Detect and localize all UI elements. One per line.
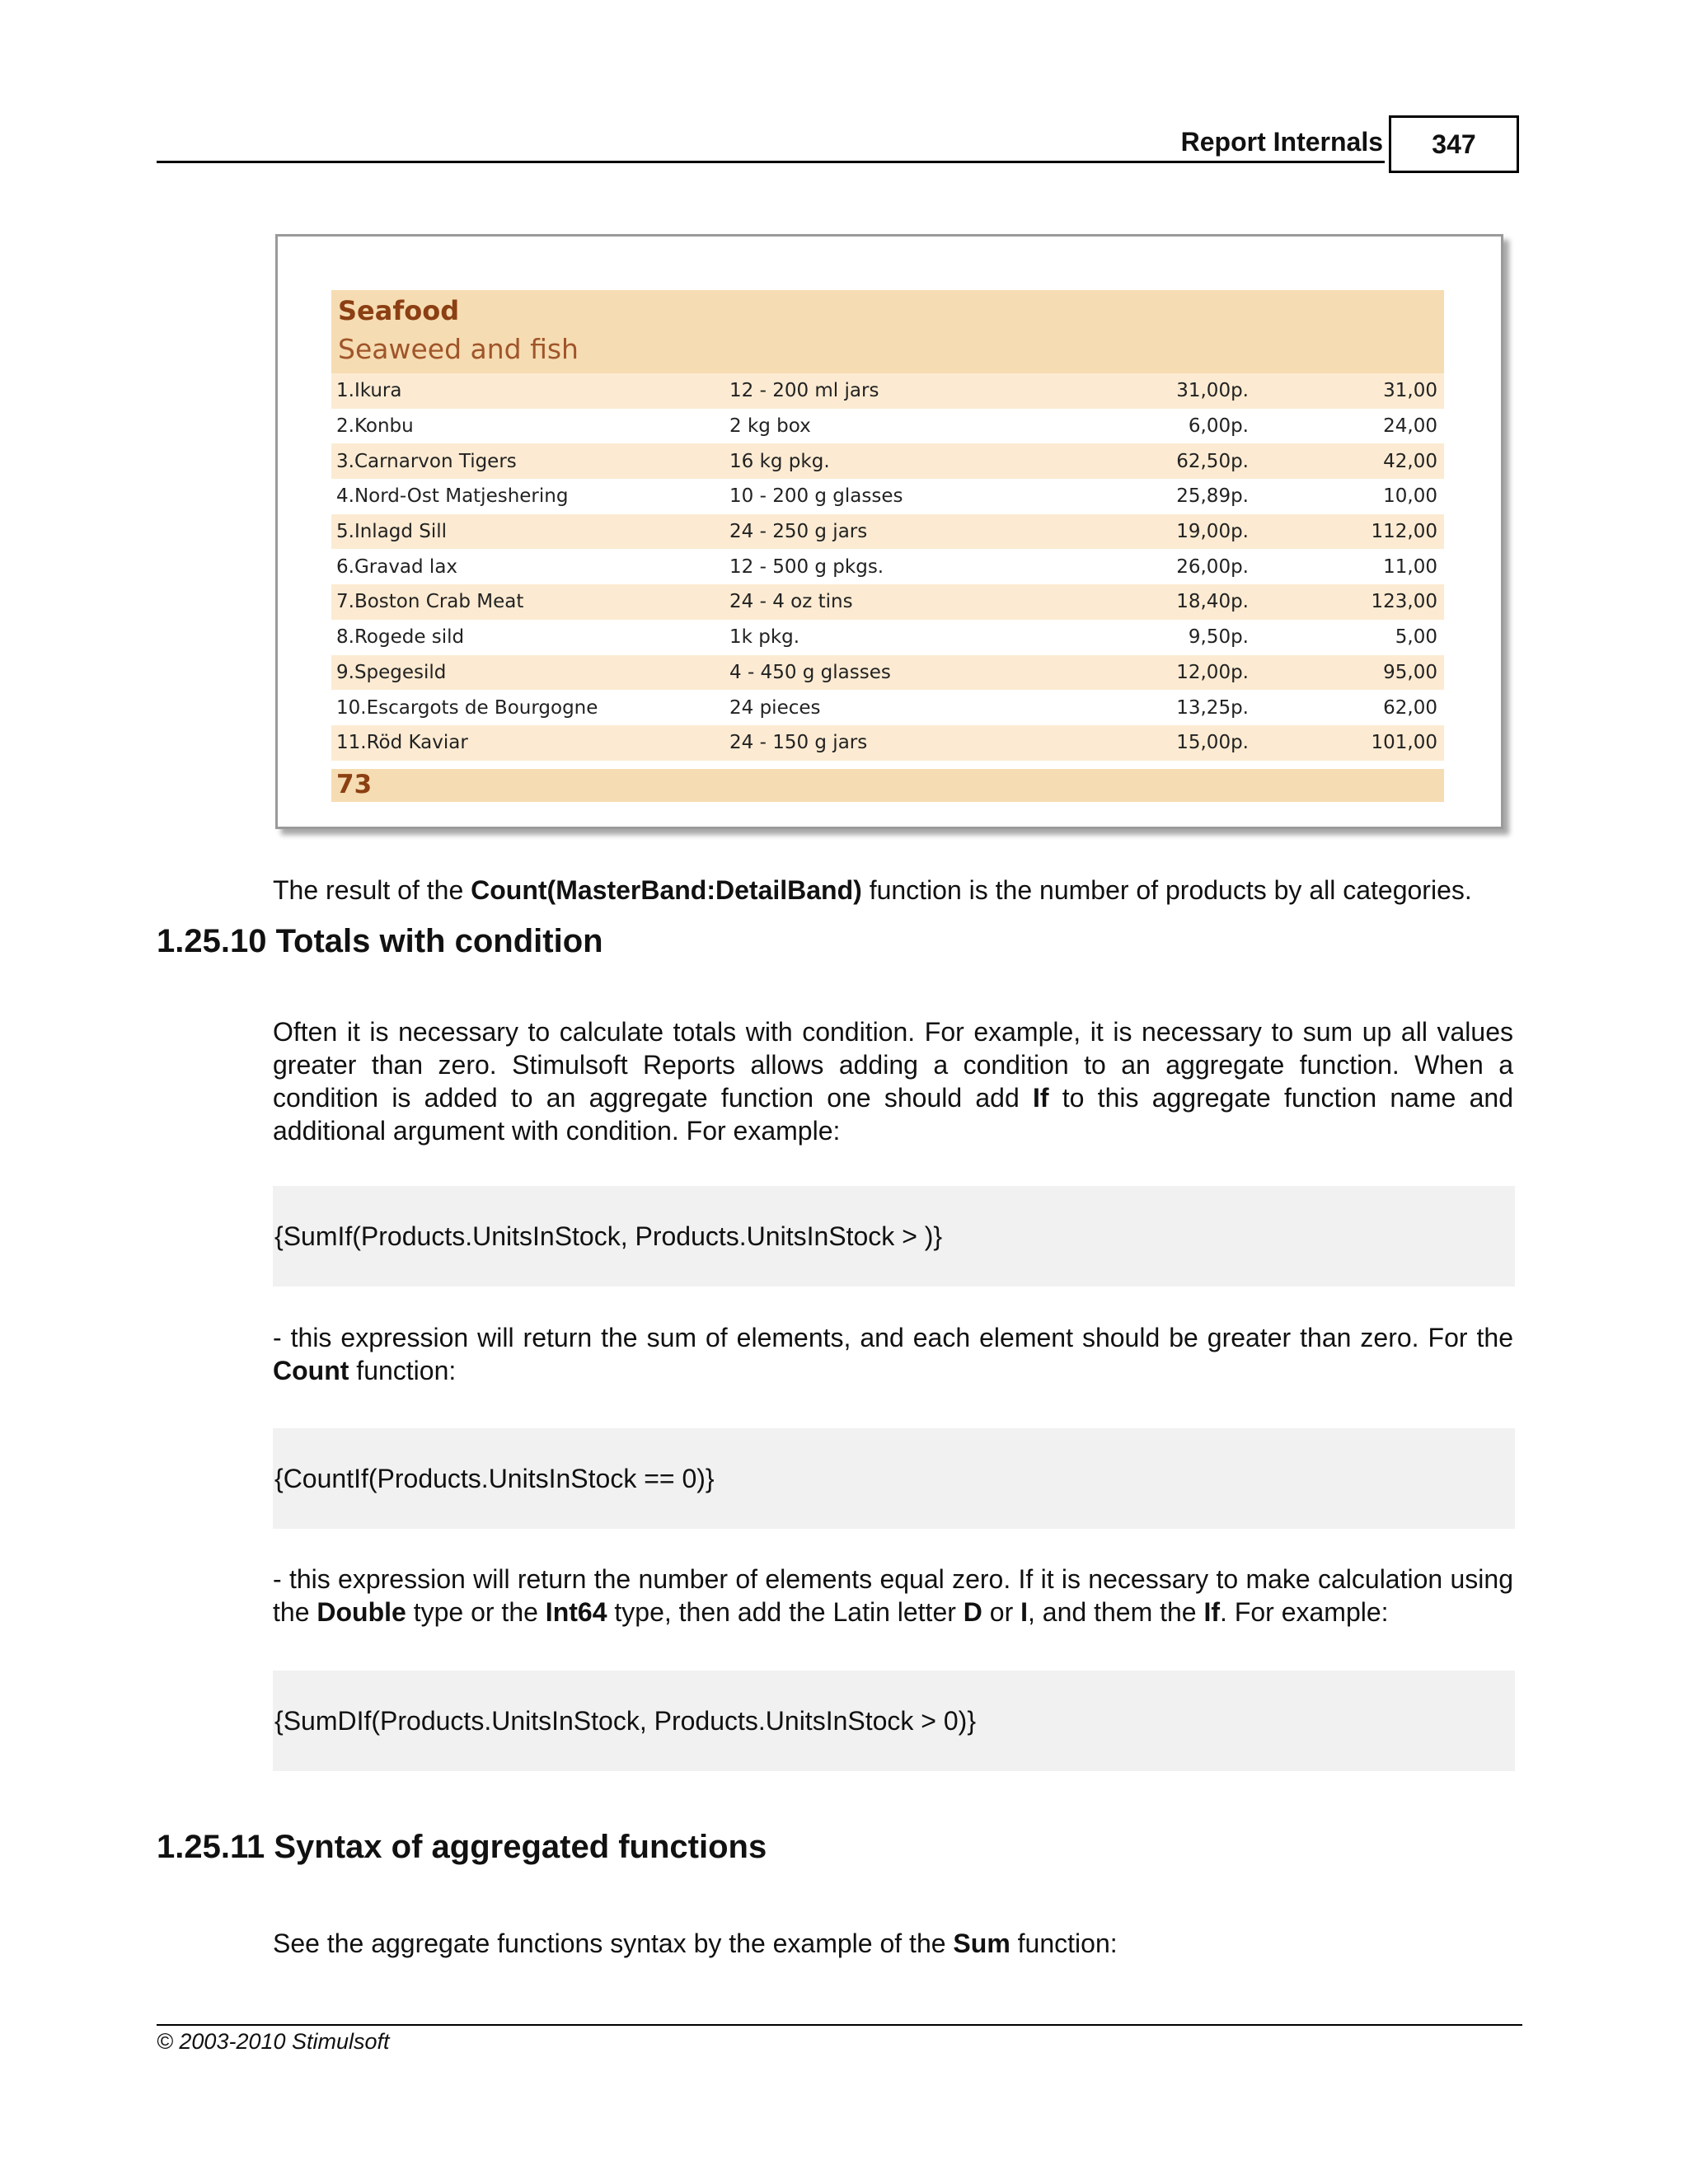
text-run: to this aggregate function name and additional argument with condition. For example: (273, 1083, 1514, 1146)
text-run: - this expression will return the number of elements equal zero. If it is necessary to make calculation using the (273, 1564, 1513, 1627)
unit-price: 9,50p. (1188, 626, 1249, 649)
text-run: or (982, 1597, 1021, 1627)
running-header-title: Report Internals (1180, 127, 1383, 157)
quantity-per-unit: 2 kg box (729, 415, 811, 438)
product-rows (331, 373, 1444, 761)
quantity-per-unit: 24 - 4 oz tins (729, 591, 853, 613)
report-table (331, 290, 1444, 802)
function-name: Count(MasterBand:DetailBand) (471, 875, 862, 905)
category-description: Seaweed and fish (338, 333, 579, 365)
table-row (331, 549, 1444, 584)
code-block-countif: {CountIf(Products.UnitsInStock == 0)} (273, 1428, 1515, 1529)
units-in-stock: 123,00 (1371, 591, 1437, 613)
unit-price: 18,40p. (1176, 591, 1249, 613)
unit-price: 12,00p. (1176, 661, 1249, 683)
keyword: I (1020, 1597, 1029, 1627)
copyright: © 2003-2010 Stimulsoft (157, 2029, 390, 2054)
text-run: type, then add the Latin letter (607, 1597, 964, 1627)
unit-price: 13,25p. (1176, 696, 1249, 719)
units-in-stock: 10,00 (1383, 485, 1437, 508)
syntax-intro-paragraph (273, 1927, 1513, 1960)
units-in-stock: 101,00 (1371, 732, 1437, 754)
group-header-band (331, 290, 1444, 373)
text-run: Often it is necessary to calculate totals with condition. For example, it is necessary to sum up all values greater than zero. Stimulsoft Reports allows adding a condition to an aggregate function. When a condition is added to an aggregate function one should add (273, 1017, 1513, 1113)
table-row (331, 373, 1444, 409)
product-name: 2.Konbu (336, 415, 414, 438)
report-preview-image (275, 234, 1503, 829)
table-row (331, 443, 1444, 479)
unit-price: 26,00p. (1176, 555, 1249, 578)
text-run: function: (1010, 1929, 1118, 1958)
units-in-stock: 24,00 (1383, 415, 1437, 438)
unit-price: 25,89p. (1176, 485, 1249, 508)
quantity-per-unit: 12 - 500 g pkgs. (729, 555, 884, 578)
quantity-per-unit: 16 kg pkg. (729, 450, 830, 472)
unit-price: 6,00p. (1188, 415, 1249, 438)
table-row (331, 514, 1444, 550)
text-run: type or the (406, 1597, 546, 1627)
quantity-per-unit: 4 - 450 g glasses (729, 661, 891, 683)
units-in-stock: 11,00 (1383, 555, 1437, 578)
text-run: function: (349, 1356, 457, 1385)
text-run: The result of the (273, 875, 471, 905)
keyword: D (963, 1597, 982, 1627)
group-footer-band (331, 769, 1444, 802)
units-in-stock: 5,00 (1395, 626, 1437, 649)
code-block-sumdif: {SumDIf(Products.UnitsInStock, Products.UnitsInStock > 0)} (273, 1671, 1515, 1771)
quantity-per-unit: 12 - 200 ml jars (729, 380, 879, 402)
product-name: 3.Carnarvon Tigers (336, 450, 517, 472)
keyword: Count (273, 1356, 349, 1385)
countif-explanation (273, 1563, 1513, 1629)
product-name: 4.Nord-Ost Matjeshering (336, 485, 569, 508)
units-in-stock: 31,00 (1383, 380, 1437, 402)
keyword: Sum (953, 1929, 1010, 1958)
product-name: 5.Inlagd Sill (336, 521, 448, 543)
keyword: Double (316, 1597, 406, 1627)
sumif-explanation (273, 1321, 1513, 1387)
units-in-stock: 112,00 (1371, 521, 1437, 543)
unit-price: 15,00p. (1176, 732, 1249, 754)
units-in-stock: 95,00 (1383, 661, 1437, 683)
quantity-per-unit: 24 - 250 g jars (729, 521, 868, 543)
section-heading-syntax: 1.25.11 Syntax of aggregated functions (157, 1829, 767, 1865)
page-number: 347 (1389, 115, 1519, 173)
product-name: 1.Ikura (336, 380, 402, 402)
units-in-stock: 62,00 (1383, 696, 1437, 719)
table-row (331, 725, 1444, 761)
section-heading-totals-with-condition: 1.25.10 Totals with condition (157, 923, 603, 959)
product-name: 9.Spegesild (336, 661, 447, 683)
unit-price: 31,00p. (1176, 380, 1249, 402)
keyword: If (1033, 1083, 1049, 1113)
text-run: function is the number of products by all categories. (861, 875, 1472, 905)
product-name: 8.Rogede sild (336, 626, 465, 649)
product-name: 7.Boston Crab Meat (336, 591, 524, 613)
text-run: . For example: (1220, 1597, 1389, 1627)
product-name: 6.Gravad lax (336, 555, 458, 578)
units-in-stock: 42,00 (1383, 450, 1437, 472)
quantity-per-unit: 1k pkg. (729, 626, 800, 649)
text-run: See the aggregate functions syntax by the example of the (273, 1929, 954, 1958)
count-result-paragraph (273, 874, 1513, 907)
product-name: 11.Röd Kaviar (336, 732, 468, 754)
group-total: 73 (336, 769, 373, 799)
table-row (331, 655, 1444, 691)
quantity-per-unit: 10 - 200 g glasses (729, 485, 903, 508)
table-row (331, 409, 1444, 444)
quantity-per-unit: 24 - 150 g jars (729, 732, 868, 754)
header-rule (157, 161, 1385, 163)
table-row (331, 690, 1444, 725)
footer-rule (157, 2024, 1522, 2026)
quantity-per-unit: 24 pieces (729, 696, 821, 719)
keyword: Int64 (545, 1597, 607, 1627)
keyword: If (1203, 1597, 1221, 1627)
code-block-sumif: {SumIf(Products.UnitsInStock, Products.UnitsInStock > )} (273, 1186, 1515, 1286)
table-row (331, 620, 1444, 655)
unit-price: 62,50p. (1176, 450, 1249, 472)
category-name: Seafood (338, 295, 460, 326)
intro-paragraph (273, 1015, 1513, 1147)
table-row (331, 479, 1444, 514)
product-name: 10.Escargots de Bourgogne (336, 696, 598, 719)
table-row (331, 584, 1444, 620)
unit-price: 19,00p. (1176, 521, 1249, 543)
text-run: , and them the (1028, 1597, 1204, 1627)
text-run: - this expression will return the sum of elements, and each element should be greater than zero. For the (273, 1323, 1513, 1352)
